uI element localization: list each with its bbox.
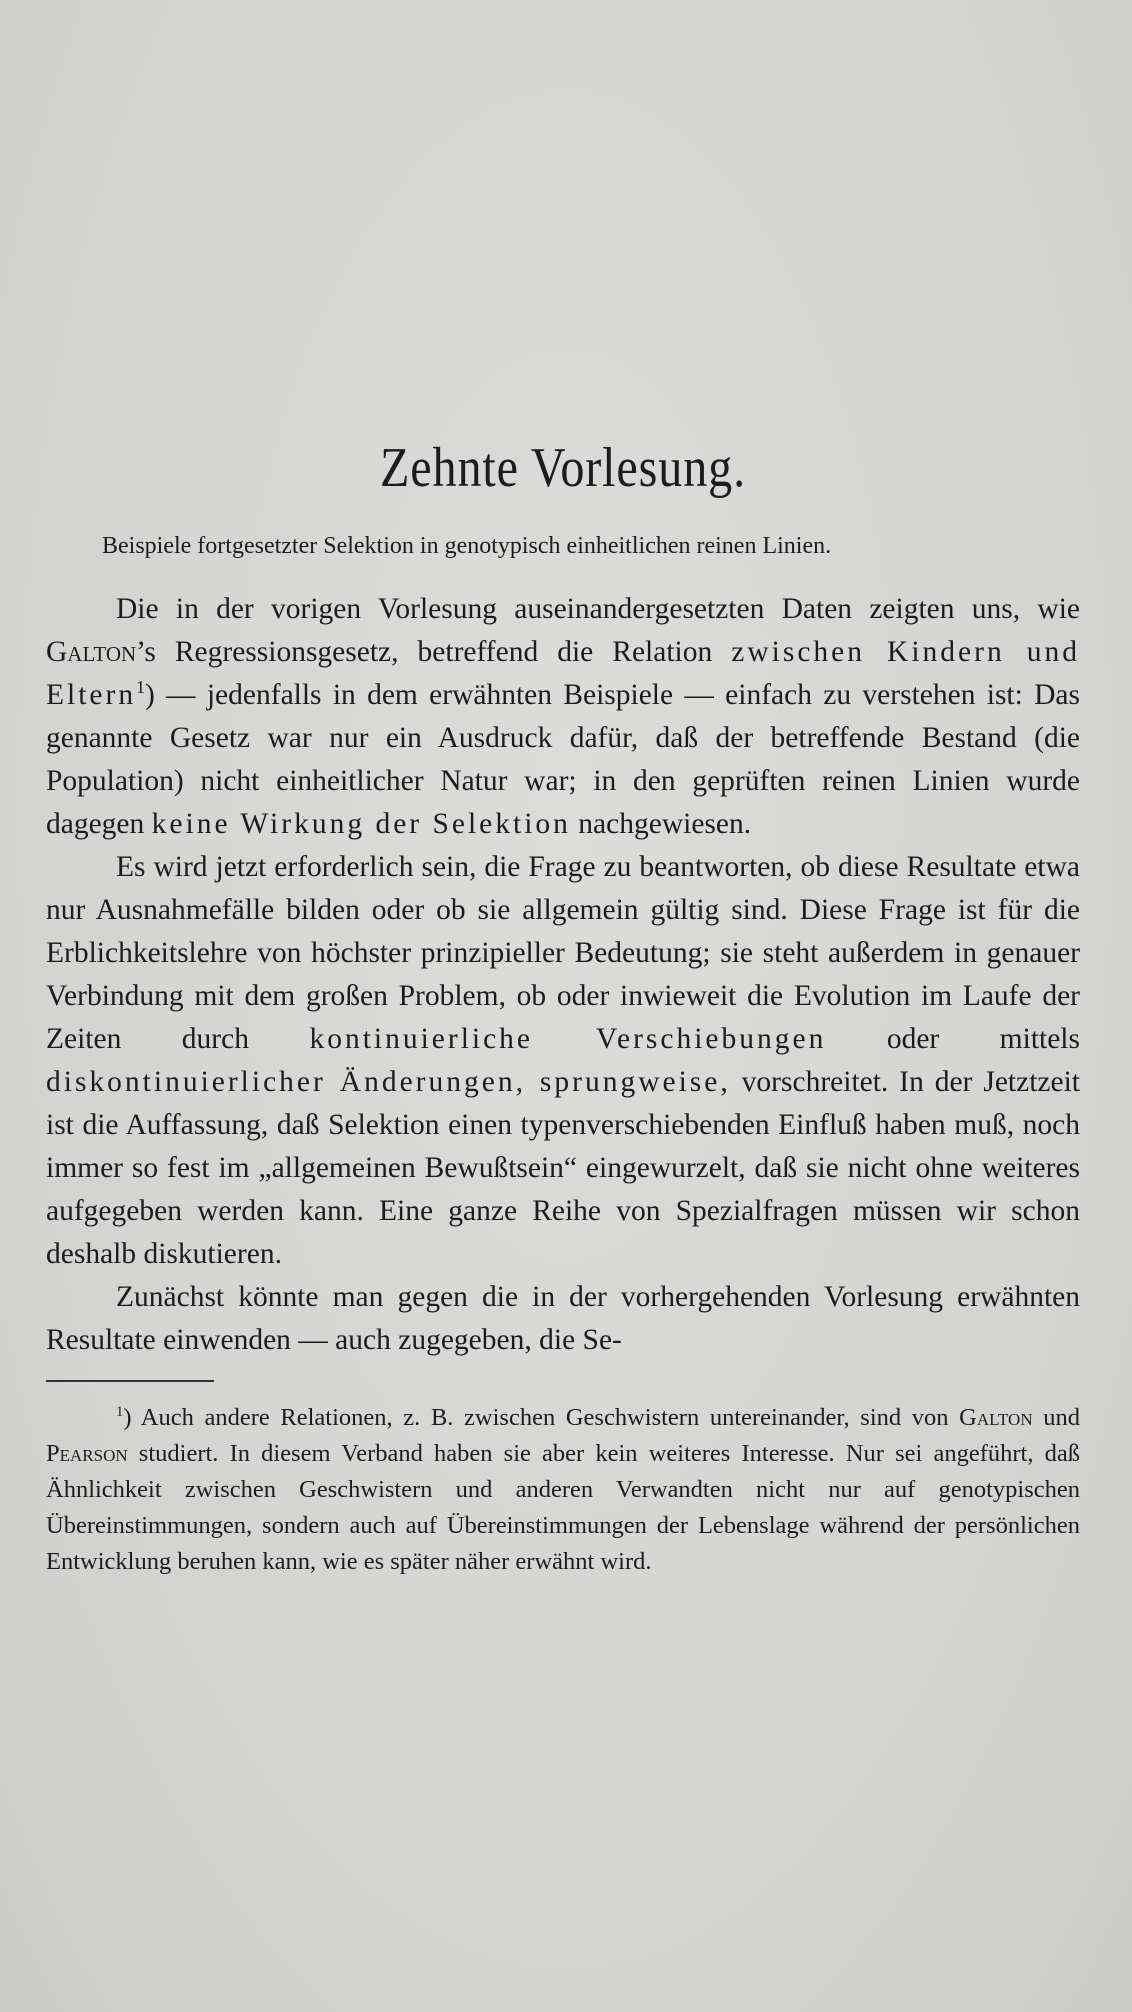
paragraph-2-text-b: oder mittels	[826, 1023, 1080, 1055]
footnote-text-c: studiert. In diesem Verband haben sie aber kein weiteres Interesse. Nur sei angeführt, daß Ähnlichkeit zwischen Geschwistern und anderen Verwandten nicht nur auf genotypischen Übereinstimmungen, sondern auch auf Übereinstimmungen der Lebenslage während der persönlichen Entwicklung beruhen kann, wie es später näher erwähnt wird.	[46, 1440, 1080, 1575]
chapter-subtitle: Beispiele fortgesetzter Selektion in genotypisch einheitlichen reinen Linien.	[102, 533, 832, 559]
emphasis-diskontinuierlicher: diskontinuierlicher Änderungen, sprungweise,	[46, 1066, 731, 1098]
author-name-pearson: Pearson	[46, 1440, 128, 1467]
emphasis-keine-wirkung: keine Wirkung der Selektion	[151, 808, 571, 840]
footnote-mark: 1	[116, 1403, 124, 1420]
footnote-text-a: ) Auch andere Relationen, z. B. zwischen Geschwistern untereinander, sind von	[123, 1404, 960, 1431]
emphasis-kindern-eltern: zwischen Kindern und Eltern	[46, 636, 1080, 711]
page-content	[46, 437, 1080, 1580]
chapter-title: Zehnte Vorlesung.	[380, 437, 746, 499]
paragraph-2	[46, 846, 1080, 1276]
emphasis-kontinuierliche: kontinuierliche Verschiebungen	[309, 1023, 827, 1055]
paragraph-1-text-a: Die in der vorigen Vorlesung auseinandergesetzten Daten zeigten uns, wie	[116, 593, 1080, 625]
paragraph-2-text-c: vorschreitet. In der Jetztzeit ist die Auffassung, daß Selektion einen typenverschiebenden Einfluß haben muß, noch immer so fest im „allgemeinen Bewußtsein“ eingewurzelt, daß sie nicht ohne weiteres aufgegeben werden kann. Eine ganze Reihe von Spezialfragen müssen wir schon deshalb diskutieren.	[46, 1066, 1080, 1270]
footnote-reference-mark: 1	[136, 677, 145, 698]
paragraph-1-text-c: ) — jedenfalls in dem erwähnten Beispiele — einfach zu verstehen ist: Das genannte Gesetz war nur ein Ausdruck dafür, daß der betreffende Bestand (die Population) nicht einheitlicher Natur war; in den geprüften reinen Linien wurde dagegen	[46, 679, 1080, 840]
footnote-1	[46, 1400, 1080, 1580]
footnote-text-b: und	[1032, 1404, 1080, 1431]
paragraph-2-text-a: Es wird jetzt erforderlich sein, die Frage zu beantworten, ob diese Resultate etwa nur Ausnahmefälle bilden oder ob sie allgemein gültig sind. Diese Frage ist für die Erblichkeitslehre von höchster prinzipieller Bedeutung; sie steht außerdem in genauer Verbindung mit dem großen Problem, ob oder inwieweit die Evolution im Laufe der Zeiten durch	[46, 851, 1080, 1055]
paragraph-1-text-b: ’s Regressionsgesetz, betreffend die Relation	[136, 636, 732, 668]
footnote-divider	[46, 1380, 214, 1382]
paragraph-1-text-d: nachgewiesen.	[570, 808, 752, 840]
paragraph-3: Zunächst könnte man gegen die in der vorhergehenden Vorlesung erwähnten Resultate einwenden — auch zugegeben, die Se-	[46, 1281, 1080, 1356]
author-name-galton-footnote: Galton	[959, 1404, 1033, 1431]
author-name-galton: Galton	[46, 636, 137, 668]
paragraph-1	[46, 588, 1080, 846]
